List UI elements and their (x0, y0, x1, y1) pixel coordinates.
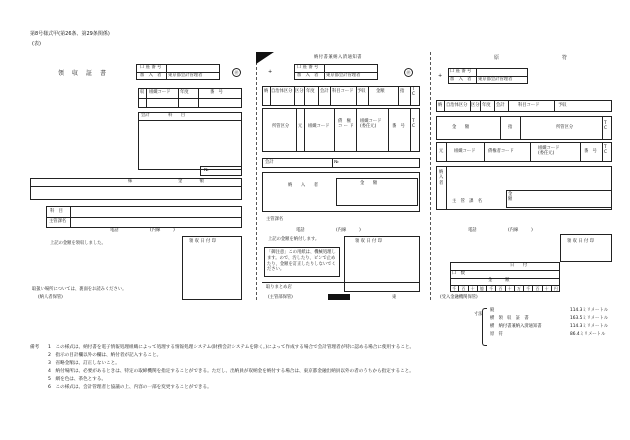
notice-c1-7: 金額 (376, 89, 385, 94)
receipt-footer: (納人者保管) (38, 295, 63, 300)
plus-mark-2: + (438, 73, 443, 79)
receipt-amount-label: 金 額 (178, 179, 204, 184)
notice-payee-value: 東京都会計管理者 (326, 73, 361, 78)
notice-extension: (内線 ) (336, 228, 361, 233)
stub-shukan: 主 管 課 名 (452, 199, 483, 204)
receipt-col-number: 番 号 (210, 90, 223, 95)
stub-payee-label: 加 入 者 (450, 77, 472, 82)
perforation-1 (256, 52, 257, 300)
notice-black-bar (328, 294, 350, 300)
notice-payee-label: 加 入 者 (297, 73, 319, 78)
receipt-account-label: 口 座 番 号 (140, 65, 162, 70)
notice-paid-msg: 上記の金額を納付します。 (268, 237, 320, 242)
receipt-title: 領 収 証 書 (58, 70, 108, 77)
receipt-amount-box (30, 178, 242, 200)
stub-digit-cell: 百 (532, 286, 541, 292)
stub-digit-cell: 千 (486, 286, 495, 292)
stub-hizuke: 日 付 (510, 263, 528, 268)
form-number: 第8号様式甲(第26条、第29条関係) (30, 31, 110, 37)
notice-c2-0: 所管区分 (272, 124, 290, 129)
stub-c1-6: 予収 (558, 103, 567, 108)
notice-seal: ㊞ (404, 68, 413, 77)
notice-c2-1: 元 (298, 124, 303, 129)
notice-c2-5: 番 号 (392, 124, 405, 129)
receipt-kamoku: 科 目 (168, 113, 186, 118)
receipt-phone: 電話 (110, 228, 119, 233)
stub-digit-cell: 百 (495, 286, 504, 292)
stub-shi: 指 (508, 125, 513, 130)
notice-account-label: 口 座 番 号 (297, 65, 319, 70)
plus-mark: + (268, 69, 273, 75)
stub-digit-row (450, 286, 560, 292)
notice-footer-left: (主管部保管) (268, 295, 293, 300)
stub-digit-cell: 百 (458, 286, 467, 292)
receipt-extension: (内線 ) (150, 228, 175, 233)
notice-c1-0: 納 (264, 89, 269, 94)
receipt-received-msg: 上記の金額を領収しました。 (50, 241, 106, 246)
notice-c2-6: T C (412, 119, 416, 129)
stub-digit-cell: 円 (551, 286, 560, 292)
stub-phone: 電話 (468, 228, 477, 233)
stub-c2-4: 番 号 (584, 149, 597, 154)
stub-kingaku3: 金 額 (488, 278, 510, 283)
notice-c1-8: 指 (400, 89, 405, 94)
note-4: 4 納付場所は、必要があるときは、特定の取締機関を指定することができる。ただし、出納員が収納金を納付する場合は、東京都金融出納員以外の者のうちから指定すること。 (48, 369, 414, 374)
stub-c2-2: 債権者コード (488, 149, 514, 154)
stub-digit-cell: 億 (477, 286, 486, 292)
stub-c2-1: 組織コード (454, 149, 476, 154)
stub-c1-5: 科目コード (518, 103, 540, 108)
receipt-date-stamp: 領 収 日 付 印 (189, 239, 216, 244)
stub-tc-1: T C (604, 121, 608, 131)
receipt-no: № (204, 168, 209, 173)
notice-phone: 電話 (296, 228, 305, 233)
receipt-kaikei: 会計 (141, 113, 150, 118)
perforation-2 (430, 52, 431, 300)
stub-digit-cell: 十 (542, 286, 551, 292)
dims-value-3: 86.4ミリメートル (570, 332, 606, 337)
stub-digit-cell: 千 (452, 286, 457, 291)
notice-c1-2: 区分 (295, 89, 304, 94)
stub-title-r: 符 (562, 55, 568, 61)
dims-brace-shape (482, 308, 487, 346)
receipt-inquiry: 取扱い場所については、裏面をお読みください。 (32, 287, 127, 292)
stub-digit-cell: 万 (514, 286, 523, 292)
notice-c1-5: 科目コード (332, 89, 354, 94)
note-5: 5 網を色は、茶色とする。 (48, 377, 107, 382)
receipt-col-org: 組織コード (149, 90, 171, 95)
notice-amount-label: 金 額 (360, 181, 378, 186)
note-3: 3 省略金額は、訂正しないこと。 (48, 361, 120, 366)
dims-value-1: 163.5ミリメートル (570, 316, 608, 321)
dims-label-1: 横 領 収 証 書 (490, 316, 529, 321)
stub-digit-cell: 十 (505, 286, 514, 292)
stub-tc-2: T C (604, 145, 608, 155)
stub-amount: 金 額 (452, 125, 470, 130)
notice-footer-right: 東 (392, 295, 397, 300)
dims-label-3: 原 符 (490, 332, 503, 337)
stub-amount-box (506, 190, 612, 208)
notice-kaikei: 会計 (265, 160, 274, 165)
notice-date-stamp-box (344, 236, 420, 292)
notice-title: 納付書兼納入済通知書 (314, 55, 362, 60)
stub-c1-3: 年度 (482, 103, 491, 108)
stub-digit-cell: 千 (523, 286, 532, 292)
receipt-payee-value: 東京都会計管理者 (168, 73, 203, 78)
notice-c1-3: 年度 (306, 89, 315, 94)
notice-caution: 「御注意」この用紙は、機械処理します。ので、汚したり、ピンで止めたり、金額を訂正したりしないでください。 (267, 250, 336, 273)
stub-c2-3: 組織コード (委任元) (538, 146, 560, 157)
side-label: (表) (32, 41, 41, 47)
stub-title-l: 原 (494, 55, 500, 61)
stub-account-label: 口 座 番 号 (450, 69, 472, 74)
notice-payer-label: 納 入 者 (288, 183, 319, 188)
stub-digit-cell: 十 (468, 286, 477, 292)
stub-c1-1: 自治体区分 (446, 103, 468, 108)
dims-value-0: 114.3ミリメートル (570, 308, 608, 313)
stub-c1-2: 区分 (471, 103, 480, 108)
stub-payer: 納 入 者 (439, 170, 444, 186)
receipt-col-ka: 収 (140, 90, 145, 95)
corner-mark (256, 52, 274, 64)
stub-footer: (受入金融機関保管) (440, 295, 478, 300)
receipt-col-year: 年度 (180, 90, 189, 95)
receipt-payee-label: 加 入 者 (140, 73, 162, 78)
dims-label-2: 横 納付書兼納入済通知書 (490, 324, 542, 329)
notice-c2-4: 組織コード (委任元) (360, 119, 382, 130)
notice-torimatome: 取りまとめ店 (266, 285, 292, 290)
notice-date-stamp: 領 収 日 付 印 (355, 239, 382, 244)
notes-head: 備考 (30, 345, 40, 350)
notice-c1-9: T C (412, 87, 416, 97)
stub-payee-value: 東京都会計管理者 (478, 77, 513, 82)
notice-no: № (334, 160, 339, 165)
notice-kaikei-row (262, 158, 420, 168)
stub-shokan: 所管区分 (556, 125, 574, 130)
stub-kuchisu: 口 数 (452, 271, 465, 276)
stub-c1-4: 会計 (496, 103, 505, 108)
note-1: 1 この様式は、納付書を電子情報処理組織によって処理する情報処理システム(財務会計システムを除く。)によって作成する場合で会計管理者が特に認める場合に使用すること。 (48, 345, 415, 350)
stub-amount2: 金 額 (508, 192, 513, 203)
notice-c1-4: 会計 (320, 89, 329, 94)
receipt-sama: 様 (128, 179, 133, 184)
notice-c2-3: 債 権 コ ー ド (338, 119, 354, 130)
notice-c1-6: 予収 (357, 89, 366, 94)
receipt-seal: ㊞ (232, 68, 241, 77)
dims-brace: 寸法 (474, 312, 483, 317)
note-6: 6 この様式は、会計管理者と協議の上、内容の一部を変更することができる。 (48, 385, 212, 390)
dims-label-0: 縦 (490, 308, 495, 313)
dims-value-2: 114.3ミリメートル (570, 324, 608, 329)
notice-code-row2 (262, 108, 420, 152)
stub-extension: (内線 ) (508, 228, 533, 233)
notice-c1-1: 自治体区分 (271, 89, 293, 94)
stub-c2-0: 元 (439, 149, 444, 154)
stub-c1-0: 納 (438, 103, 443, 108)
stub-date-stamp: 領 収 日 付 印 (567, 239, 594, 244)
notice-c2-2: 組織コード (308, 124, 330, 129)
receipt-date-stamp-box (182, 236, 242, 300)
notice-shukan: 主管課名 (266, 217, 284, 222)
receipt-row-shukan: 主管課名 (49, 219, 67, 224)
receipt-row-kamoku: 科 目 (50, 209, 63, 214)
note-2: 2 指示の目計欄以外の欄は、納付者が記入すること。 (48, 353, 162, 358)
